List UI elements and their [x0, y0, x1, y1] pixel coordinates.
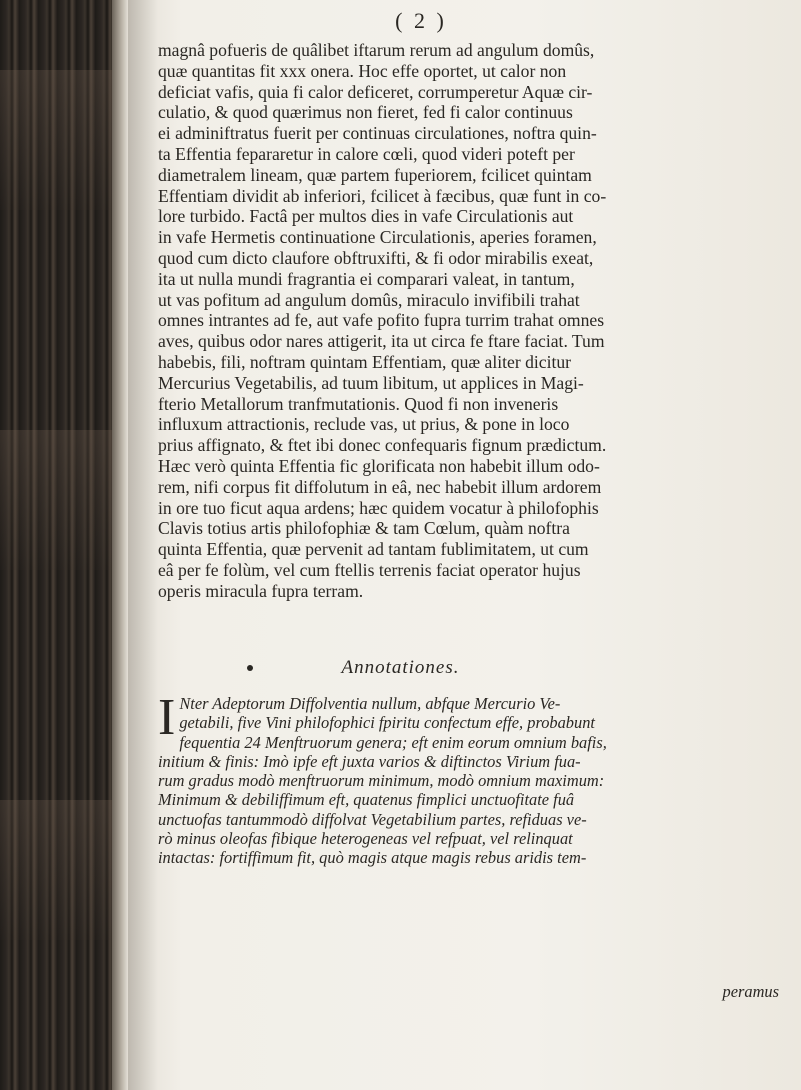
annotations-heading: [0, 657, 801, 679]
note-line: initium & finis: Imò ipfe eft juxta varios & diftinctos Virium fua-: [158, 751, 581, 771]
binding-band: [0, 800, 112, 940]
note-line: intactas: fortiffimum fit, quò magis atque magis rebus aridis tem-: [158, 848, 587, 868]
text-line: lore turbido. Factâ per multos dies in vafe Circulationis aut: [158, 206, 574, 227]
text-line: diametralem lineam, quæ partem fuperiorem, fcilicet quintam: [158, 164, 592, 185]
text-line: magnâ pofueris de quâlibet iftarum rerum ad angulum domûs,: [158, 40, 595, 60]
text-line: quod cum dicto claufore obftruxifti, & fi odor mirabilis exeat,: [158, 247, 594, 268]
text-line: omnes intrantes ad fe, aut vafe pofito fupra turrim trahat omnes: [158, 310, 605, 331]
text-line: ta Effentia fepararetur in calore cœli, quod videri poteft per: [158, 143, 575, 164]
page-edge: [112, 0, 128, 1090]
text-line: ut vas pofitum ad angulum domûs, miraculo invifibili trahat: [158, 289, 580, 310]
text-line: culatio, & quod quærimus non fieret, fed fi calor continuus: [158, 102, 573, 123]
text-line: quinta Effentia, quæ pervenit ad tantam fublimitatem, ut cum: [158, 539, 589, 560]
text-line: ita ut nulla mundi fragrantia ei comparari valeat, in tantum,: [158, 268, 575, 289]
catchword: peramus: [722, 982, 779, 1001]
text-line: Hæc verò quinta Effentia fic glorificata non habebit illum odo-: [158, 455, 600, 476]
text-line: in ore tuo ficut aqua ardens; hæc quidem vocatur à philofophis: [158, 497, 599, 518]
annotations-text: [158, 689, 780, 868]
text-line: influxum attractionis, reclude vas, ut prius, & pone in loco: [158, 414, 570, 435]
note-line: fequentia 24 Menftruorum genera; eft enim eorum omnium bafis,: [179, 732, 607, 752]
gutter-shadow: [128, 0, 158, 1090]
text-line: habebis, fili, noftram quintam Effentiam, quæ aliter dicitur: [158, 351, 572, 372]
heading-text: Annotationes.: [341, 657, 460, 678]
binding-band: [0, 430, 112, 570]
note-line: unctuofas tantummodò diffolvat Vegetabilium partes, refiduas ve-: [158, 809, 587, 829]
text-line: eâ per fe folùm, vel cum ftellis terrenis faciat operator hujus: [158, 559, 581, 580]
text-line: Mercurius Vegetabilis, ad tuum libitum, ut applices in Magi-: [158, 372, 584, 393]
text-line: fterio Metallorum tranfmutationis. Quod fi non inveneris: [158, 393, 559, 414]
text-line: prius affignato, & ftet ibi donec confequaris fignum prædictum.: [158, 435, 607, 456]
text-line: deficiat vafis, quia fi calor deficeret, corrumperetur Aquæ cir-: [158, 81, 593, 102]
page-number: ( 2 ): [395, 8, 447, 33]
book-binding: [0, 0, 112, 1090]
text-line: aves, quibus odor nares attigerit, ita ut circa fe ftare faciat. Tum: [158, 331, 605, 352]
text-line: ei adminiftratus fuerit per continuas circulationes, noftra quin-: [158, 123, 597, 144]
drop-cap: I: [158, 689, 176, 746]
main-text: [158, 40, 780, 602]
note-line: rò minus oleofas fibique heterogeneas vel refpuat, vel relinquat: [158, 829, 573, 849]
bullet-icon: [247, 665, 253, 671]
text-line: quæ quantitas fit xxx onera. Hoc effe oportet, ut calor non: [158, 60, 567, 81]
binding-band: [0, 70, 112, 210]
note-line: getabili, five Vini philofophici fpiritu confectum effe, probabunt: [179, 713, 595, 733]
text-line: rem, nifi corpus fit diffolutum in eâ, nec habebit illum ardorem: [158, 476, 602, 497]
text-line: Effentiam dividit ab inferiori, fcilicet à fæcibus, quæ funt in co-: [158, 185, 607, 206]
note-line: Nter Adeptorum Diffolventia nullum, abfque Mercurio Ve-: [179, 694, 561, 713]
text-line: in vafe Hermetis continuatione Circulationis, aperies foramen,: [158, 227, 597, 248]
text-line: Clavis totius artis philofophiæ & tam Cœlum, quàm noftra: [158, 518, 570, 539]
text-line: operis miracula fupra terram.: [158, 580, 364, 601]
note-line: rum gradus modò menftruorum minimum, modò omnium maximum:: [158, 771, 605, 791]
note-line: Minimum & debiliffimum eft, quatenus fimplici unctuofitate fuâ: [158, 790, 575, 810]
